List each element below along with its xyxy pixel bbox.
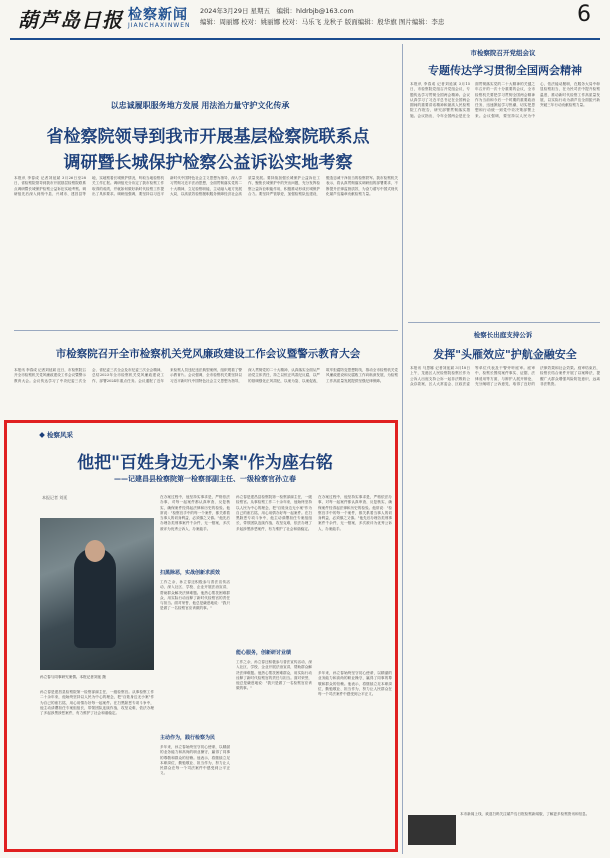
feature-body-col-2a: 在办案过程中，他坚持实事求是，严格依法办事，对每一起案件都认真审查、反复核实，确保案件经得起法律和历史的检验。他常说："检察官手中的每一个案件，都关系着当事人的切身利益，必须慎之又慎。"他先后办理各类刑事案件千余件，无一错案，多次被评为优秀公诉人、办案能手。 bbox=[160, 495, 230, 531]
feature-body-col-3b: 工作之余，孙立春还积极参与普法宣传活动，深入社区、学校、企业开展法治宣讲，帮助群众解决法律难题。他热心帮扶困难群众，用实际行动诠释了新时代检察官的责任与担当。面对荣誉，他总是谦虚地说："我只是做了一名检察官应该做的事。" bbox=[236, 660, 312, 691]
feature-body-col-1: 孙立春是建昌县检察院第一检察部副主任，一级检察官。从事检察工作二十余年来，他始终坚持以人民为中心的理念，把"百姓身边无小案"作为自己的座右铭，用心用情办好每一起案件。在扫黑除恶专项斗争中，他主动请缨担任专案组组长，带领团队连续作战，攻坚克难，依法办理了多起涉黑涉恶案件，有力维护了社会和谐稳定。 bbox=[40, 690, 154, 716]
lead-headline-2: 调研暨长城保护检察公益诉讼实地考察 bbox=[63, 153, 353, 173]
newspaper-logo: 葫芦岛日报 bbox=[18, 8, 123, 32]
feature-badge bbox=[40, 430, 100, 440]
section-pinyin: JIANCHAXINWEN bbox=[128, 22, 191, 29]
person-figure bbox=[74, 548, 116, 648]
feature-photo bbox=[40, 518, 154, 670]
feature-body-col-4b: 多年来，孙立春始终坚守初心使命，以精湛的业务能力和高尚的职业操守，赢得了同事的尊敬和群众的信赖。他表示，将继续立足本职岗位，勤勉敬业、担当作为，努力让人民群众在每一个司法案件中感受到公平正义。 bbox=[318, 671, 392, 697]
lead-body: 本报讯 李春成 记者刘延斌 3月26日至28日，省检察院领导到我市开展基层检察院联系点调研暨长城保护检察公益诉讼实地考察。调研组先后深入到绥中县、兴城市、建昌县等地，实地察看长城保护情况，听取当地检察机关工作汇报。调研组充分肯定了我市检察工作取得的成绩，并就如何做好新时代检察工作提出了具体要求。调研组强调，要坚持以习近平新时代中国特色社会主义思想为指导，深入学习贯彻习近平法治思想，全面贯彻落实党的二十大精神，立足检察职能，主动融入地方发展大局，以高质效检察履职服务保障经济社会高质量发展。要持续加强长城保护公益诉讼工作，聚焦长城保护中的突出问题，充分发挥检察公益诉讼职能作用，积极推动形成长城保护合力。要坚持严管厚爱，加强检察队伍建设，锻造忠诚干净担当的检察铁军。我市检察机关表示，将认真贯彻落实调研组的部署要求，不断提升法律监督质效，为奋力谱写中国式现代化葫芦岛篇章贡献检察力量。 bbox=[14, 176, 398, 196]
feature-subhead-1: 扫黑除恶，实战创新求质效 bbox=[160, 570, 221, 576]
divider-rule bbox=[408, 322, 600, 323]
feature-subhead-3: 能心服务，创新研讨业绩 bbox=[236, 650, 292, 656]
second-body: 本报讯 李春成 记者刘延斌 近日，市检察院召开全市检察机关党风廉政建设工作会议暨警示教育大会。会议传达学习了中央纪委三次全会、省纪委三次全会及市纪委三次全会精神，总结2023年全市检察机关党风廉政建设工作，部署2024年重点任务。会议通报了近年来检察人员违纪违法典型案例，组织观看了警示教育片。会议强调，全市检察机关要坚持以习近平新时代中国特色社会主义思想为指导，深入贯彻党的二十大精神，认真落实全面从严治党主体责任，持之以恒正风肃纪反腐，以严的基调强化正风肃纪，以案为鉴、以案促改，筑牢拒腐防变思想防线，推动全市检察机关党风廉政建设和反腐败工作向纵深发展，为检察工作高质量发展提供坚强纪律保障。 bbox=[14, 368, 398, 383]
page-number: 6 bbox=[577, 2, 591, 27]
feature-col-2 bbox=[160, 495, 230, 845]
lead-headline-1: 省检察院领导到我市开展基层检察院联系点 bbox=[46, 127, 370, 147]
feature-body-col-2c: 多年来，孙立春始终坚守初心使命，以精湛的业务能力和高尚的职业操守，赢得了同事的尊敬和群众的信赖。他表示，将继续立足本职岗位，勤勉敬业、担当作为，努力让人民群众在每一个司法案件中感受到公平正义。 bbox=[160, 745, 230, 776]
feature-subhead-2: 主动作为，践行检察为民 bbox=[160, 735, 216, 741]
issue-date-line: 2024年3月29日 星期五 编辑：hldrbjb@163.com bbox=[200, 7, 354, 15]
right-story-2-headline: 发挥"头雁效应"护航金融安全 bbox=[433, 348, 577, 361]
feature-body-col-3a: 孙立春是建昌县检察院第一检察部副主任，一级检察官。从事检察工作二十余年来，他始终坚持以人民为中心的理念，把"百姓身边无小案"作为自己的座右铭，用心用情办好每一起案件。在扫黑除恶专项斗争中，他主动请缨担任专案组组长，带领团队连续作战，攻坚克难，依法办理了多起涉黑涉恶案件，有力维护了社会和谐稳定。 bbox=[236, 495, 312, 531]
right-story-1-body: 本报讯 李春成 记者刘延斌 3月15日，市检察院党组召开党组会议，专题传达学习贯彻全国两会精神。会议认真学习了习近平总书记在全国两会期间的重要讲话精神和最高人民检察院工作报告，研究部署贯彻落实措施。会议指出，今年全国两会是在全面贯彻落实党的二十大精神的关键之年召开的一次十分重要的会议，全市检察机关要把学习贯彻全国两会精神作为当前和今后一个时期的重要政治任务，迅速掀起学习热潮，切实把思想和行动统一到党中央决策部署上来。会议强调，要坚持以人民为中心，依法能动履职，在服务大局中彰显检察担当，在为民司法中提升检察温度，推动新时代检察工作高质量发展，以实际行动为葫芦岛全面振兴新突破三年行动贡献检察力量。 bbox=[410, 82, 600, 118]
lead-kicker: 以忠诚履职服务地方发展 用法治力量守护文化传承 bbox=[110, 101, 290, 110]
sidebar-note: 本市新闻上线，欢迎扫码关注葫芦岛日报检察新闻版，了解更多检察资讯和信息。 bbox=[460, 812, 590, 816]
second-headline: 市检察院召开全市检察机关党风廉政建设工作会议暨警示教育大会 bbox=[55, 348, 361, 360]
diamond-icon bbox=[39, 432, 45, 438]
feature-col-4 bbox=[318, 495, 392, 845]
divider-rule bbox=[14, 330, 398, 331]
masthead bbox=[0, 0, 610, 42]
right-story-2-body: 本报讯 马思娜 记者刘延斌 3月18日上午，龙港区人民检察院检察长作为公诉人出庭支持公诉一起非法吸收公众存款案，区人大常委会、区政法委等单位代表及干警旁听庭审。庭审中，检察长围绕案件事实、证据、法律适用等方面，与辩护人展开辩论，充分阐明了公诉意见，取得了良好的法律效果和社会效果。庭审结束后，检察长结合案件开展了以案释法，提醒广大群众增强风险防范意识，远离非法集资。 bbox=[410, 366, 600, 386]
feature-badge-label: 检察风采 bbox=[47, 431, 73, 439]
feature-headline: 他把"百姓身边无小案"作为座右铭 bbox=[77, 453, 333, 473]
feature-body-col-2b: 工作之余，孙立春还积极参与普法宣传活动，深入社区、学校、企业开展法治宣讲，帮助群众解决法律难题。他热心帮扶困难群众，用实际行动诠释了新时代检察官的责任与担当。面对荣誉，他总是谦虚地说："我只是做了一名检察官应该做的事。" bbox=[160, 580, 230, 611]
feature-byline: 本报记者 刘延 bbox=[42, 495, 68, 500]
photo-caption: 孙立春与同事研究案情。本报记者刘延 摄 bbox=[40, 675, 106, 679]
right-story-2-badge: 检察长出庭支持公诉 bbox=[473, 331, 533, 339]
feature-body-col-4a: 在办案过程中，他坚持实事求是，严格依法办事，对每一起案件都认真审查、反复核实，确保案件经得起法律和历史的检验。他常说："检察官手中的每一个案件，都关系着当事人的切身利益，必须慎之又慎。"他先后办理各类刑事案件千余件，无一错案，多次被评为优秀公诉人、办案能手。 bbox=[318, 495, 392, 531]
column-divider bbox=[402, 44, 403, 854]
editor-credits-line: 编辑：周丽娜 校对：姚丽娜 校对：马乐飞 龙秋子 版面编辑：殷华旗 图片编辑：李忠 bbox=[200, 18, 445, 26]
right-story-1-badge: 市检察院召开党组会议 bbox=[470, 49, 536, 57]
feature-col-3 bbox=[236, 495, 312, 845]
masthead-rule bbox=[10, 38, 600, 40]
qr-code-image bbox=[408, 815, 456, 845]
feature-subheadline: ——记建昌县检察院第一检察部副主任、一级检察官孙立春 bbox=[114, 475, 296, 483]
person-face bbox=[85, 540, 105, 562]
section-name: 检察新闻 bbox=[128, 7, 188, 23]
right-story-1-headline: 专题传达学习贯彻全国两会精神 bbox=[428, 64, 582, 77]
